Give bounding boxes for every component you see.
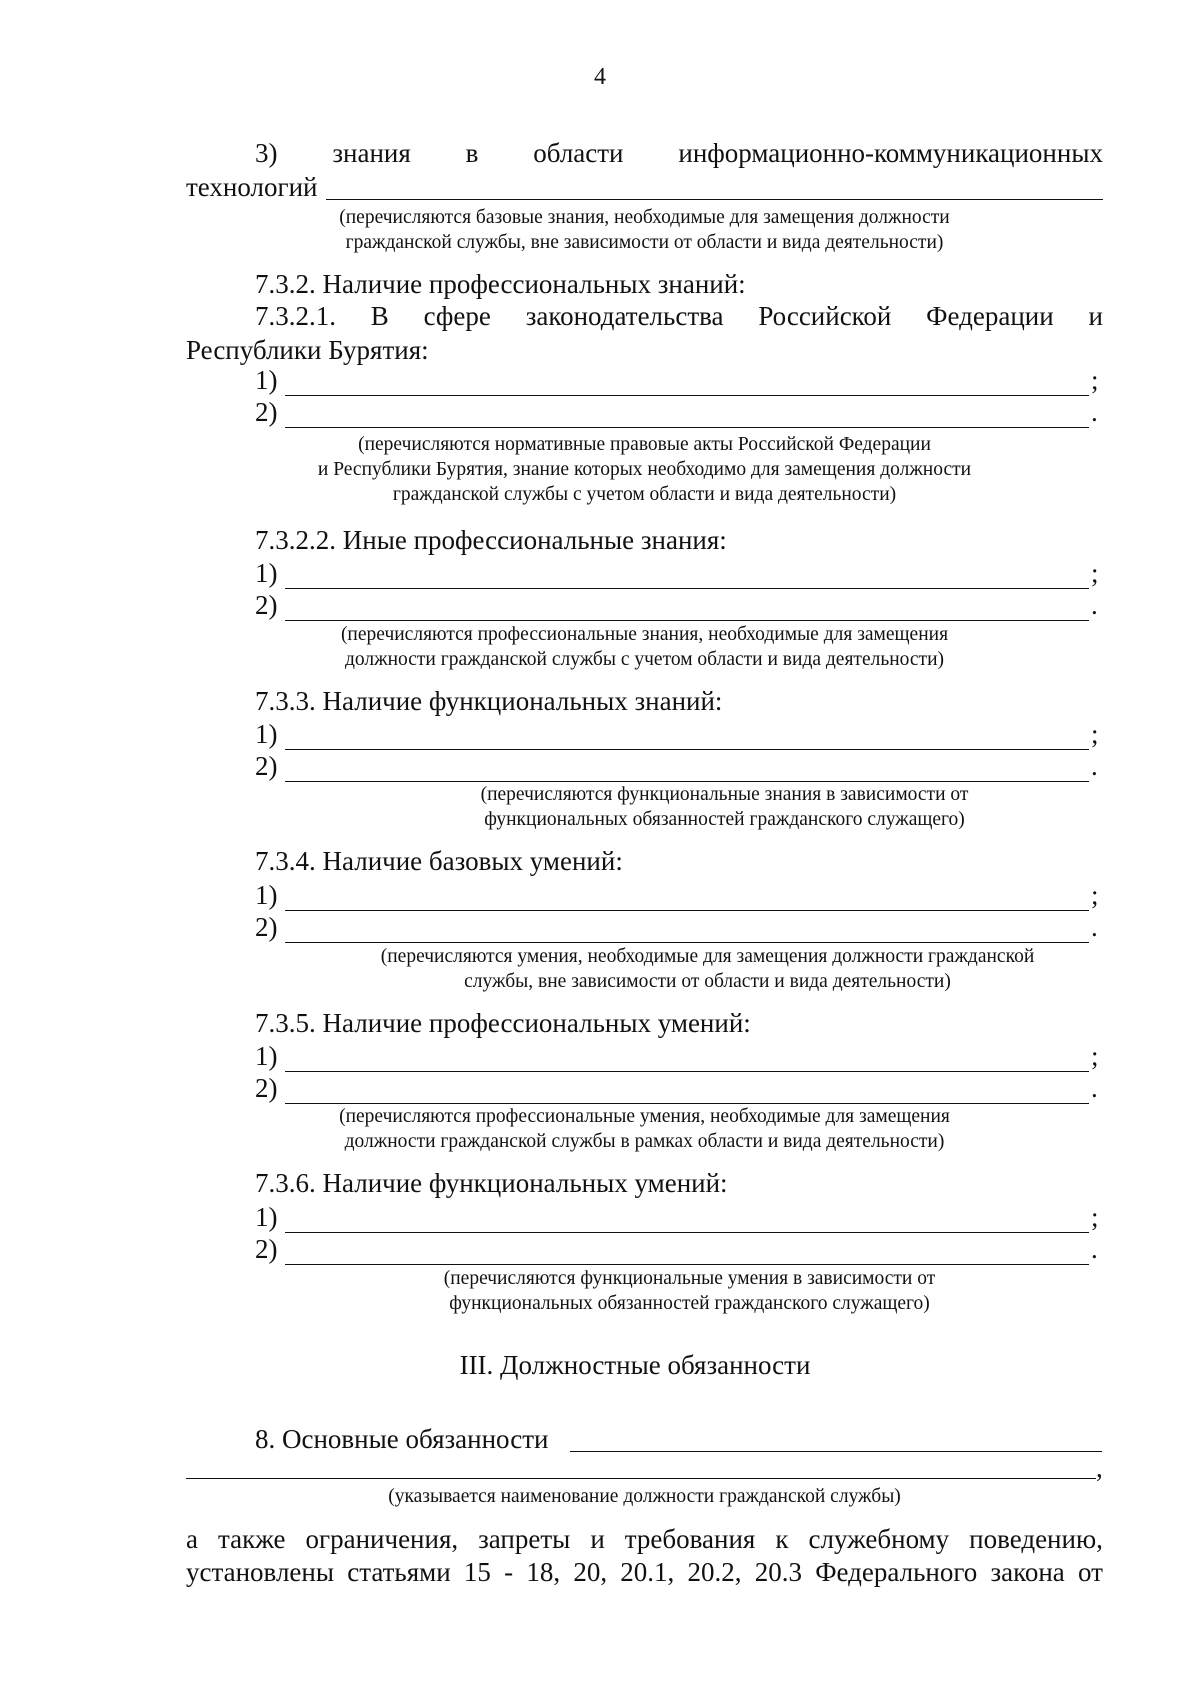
- item-number: 2): [255, 751, 278, 781]
- item-number: 1): [255, 880, 278, 910]
- fill-line[interactable]: [570, 1451, 1102, 1452]
- note-line: (перечисляются функциональные знания в зависимости от: [480, 784, 969, 805]
- item-punct: .: [1091, 1234, 1098, 1264]
- item-number: 2): [255, 1234, 278, 1264]
- list-item: [255, 557, 1103, 589]
- list-item: [255, 1072, 1103, 1104]
- word: Федерации: [926, 301, 1054, 331]
- list-item: [255, 589, 1103, 621]
- fill-line[interactable]: [285, 918, 1089, 943]
- ict-knowledge-line: [255, 138, 1103, 169]
- comma: ,: [1096, 1453, 1103, 1483]
- list-item: [255, 1040, 1103, 1072]
- note-line: должности гражданской службы с учетом области и вида деятельности): [344, 649, 945, 670]
- fill-line[interactable]: [285, 403, 1089, 428]
- word: информационно-коммуникационных: [678, 138, 1103, 168]
- word: служебному: [808, 1524, 950, 1554]
- word: 15: [463, 1557, 491, 1587]
- fill-line[interactable]: [326, 199, 1103, 200]
- word: Федерального: [815, 1557, 978, 1587]
- item-number: 2): [255, 1073, 278, 1103]
- item-number: 1): [255, 719, 278, 749]
- word: 7.3.2.1.: [255, 301, 336, 331]
- section-7-3-6-note: [186, 1266, 1103, 1316]
- word: -: [504, 1557, 514, 1587]
- word: в: [465, 138, 479, 168]
- word: и: [1088, 301, 1103, 331]
- list-item: [255, 911, 1103, 943]
- section-7-3-2-title: 7.3.2. Наличие профессиональных знаний:: [255, 269, 746, 299]
- fill-line[interactable]: [285, 1240, 1089, 1265]
- duties-note: (указывается наименование должности гражданской службы): [388, 1486, 901, 1507]
- note-line: функциональных обязанностей гражданского служащего): [449, 1293, 930, 1314]
- ict-second-line: технологий: [186, 172, 318, 202]
- section-7-3-4-title: 7.3.4. Наличие базовых умений:: [255, 846, 623, 876]
- note-line: гражданской службы, вне зависимости от области и вида деятельности): [345, 232, 944, 253]
- list-item: [255, 750, 1103, 782]
- fill-line[interactable]: [285, 371, 1089, 396]
- section-7-3-2-1-line: [255, 301, 1103, 332]
- paragraph-line: [186, 1524, 1103, 1555]
- section-7-3-2-1-note: [186, 432, 1103, 507]
- note-line: (перечисляются профессиональные умения, необходимые для замещения: [339, 1106, 950, 1127]
- list-item: [255, 1201, 1103, 1233]
- word: сфере: [423, 301, 491, 331]
- paragraph-line: [186, 1557, 1103, 1588]
- word: 18,: [526, 1557, 561, 1587]
- list-item: [255, 718, 1103, 750]
- section-7-3-2-1-second-line: Республики Бурятия:: [186, 335, 429, 365]
- list-item: [255, 364, 1103, 396]
- item-number: 2): [255, 912, 278, 942]
- section-3-heading: III. Должностные обязанности: [459, 1350, 811, 1380]
- item-punct: .: [1091, 397, 1098, 427]
- section-7-3-3-title: 7.3.3. Наличие функциональных знаний:: [255, 686, 723, 716]
- fill-line[interactable]: [186, 1478, 1096, 1479]
- section-7-3-5-note: [186, 1104, 1103, 1154]
- word: 3): [255, 138, 278, 168]
- word: Российской: [758, 301, 892, 331]
- word: требования: [624, 1524, 756, 1554]
- note-line: должности гражданской службы в рамках области и вида деятельности): [344, 1131, 945, 1152]
- item-punct: .: [1091, 590, 1098, 620]
- word: запреты: [478, 1524, 571, 1554]
- fill-line[interactable]: [285, 596, 1089, 621]
- note-line: (перечисляются функциональные умения в зависимости от: [443, 1268, 936, 1289]
- item-number: 1): [255, 1041, 278, 1071]
- section-7-3-6-title: 7.3.6. Наличие функциональных умений:: [255, 1168, 728, 1198]
- item-number: 1): [255, 558, 278, 588]
- item-punct: ;: [1091, 1041, 1099, 1071]
- item-number: 1): [255, 365, 278, 395]
- item-punct: ;: [1091, 365, 1099, 395]
- item-punct: .: [1091, 1073, 1098, 1103]
- item-punct: ;: [1091, 1202, 1099, 1232]
- note-line: (перечисляются профессиональные знания, необходимые для замещения: [340, 624, 949, 645]
- note-line: службы, вне зависимости от области и вида деятельности): [464, 971, 951, 992]
- item-punct: ;: [1091, 719, 1099, 749]
- word: установлены: [186, 1557, 334, 1587]
- word: законодательства: [525, 301, 724, 331]
- section-7-3-4-note: [186, 944, 1103, 994]
- word: и: [590, 1524, 605, 1554]
- item-punct: .: [1091, 751, 1098, 781]
- item-punct: ;: [1091, 558, 1099, 588]
- word: поведению,: [969, 1524, 1103, 1554]
- fill-line[interactable]: [285, 564, 1089, 589]
- fill-line[interactable]: [285, 1047, 1089, 1072]
- item-number: 2): [255, 590, 278, 620]
- item-punct: ;: [1091, 880, 1099, 910]
- word: к: [775, 1524, 789, 1554]
- item-punct: .: [1091, 912, 1098, 942]
- word: 20.1,: [620, 1557, 675, 1587]
- list-item: [255, 396, 1103, 428]
- list-item: [255, 879, 1103, 911]
- item-number: 1): [255, 1202, 278, 1232]
- note-line: и Республики Бурятия, знание которых необходимо для замещения должности: [317, 459, 972, 480]
- fill-line[interactable]: [285, 886, 1089, 911]
- word: также: [218, 1524, 286, 1554]
- section-7-3-5-title: 7.3.5. Наличие профессиональных умений:: [255, 1008, 751, 1038]
- note-line: (перечисляются базовые знания, необходимые для замещения должности: [339, 207, 950, 228]
- item-number: 2): [255, 397, 278, 427]
- word: закона: [990, 1557, 1065, 1587]
- word: ограничения,: [305, 1524, 459, 1554]
- word: от: [1078, 1557, 1103, 1587]
- word: В: [370, 301, 389, 331]
- ict-note: [186, 205, 1103, 255]
- fill-line[interactable]: [285, 1079, 1089, 1104]
- fill-line[interactable]: [285, 757, 1089, 782]
- note-line: (перечисляются умения, необходимые для замещения должности гражданской: [380, 946, 1035, 967]
- word: области: [533, 138, 624, 168]
- page-number: 4: [594, 64, 606, 90]
- section-7-3-2-2-note: [186, 622, 1103, 672]
- word: 20.3: [754, 1557, 802, 1587]
- word: 20.2,: [687, 1557, 742, 1587]
- note-line: (перечисляются нормативные правовые акты Российской Федерации: [358, 434, 931, 455]
- fill-line[interactable]: [285, 725, 1089, 750]
- fill-line[interactable]: [285, 1208, 1089, 1233]
- word: статьями: [347, 1557, 451, 1587]
- section-7-3-2-2-title: 7.3.2.2. Иные профессиональные знания:: [255, 525, 727, 555]
- word: а: [186, 1524, 198, 1554]
- word: 20,: [573, 1557, 608, 1587]
- note-line: функциональных обязанностей гражданского служащего): [484, 809, 965, 830]
- section-7-3-3-note: [186, 782, 1103, 832]
- list-item: [255, 1233, 1103, 1265]
- note-line: гражданской службы с учетом области и вида деятельности): [392, 484, 897, 505]
- word: знания: [332, 138, 411, 168]
- duties-label: 8. Основные обязанности: [255, 1424, 549, 1454]
